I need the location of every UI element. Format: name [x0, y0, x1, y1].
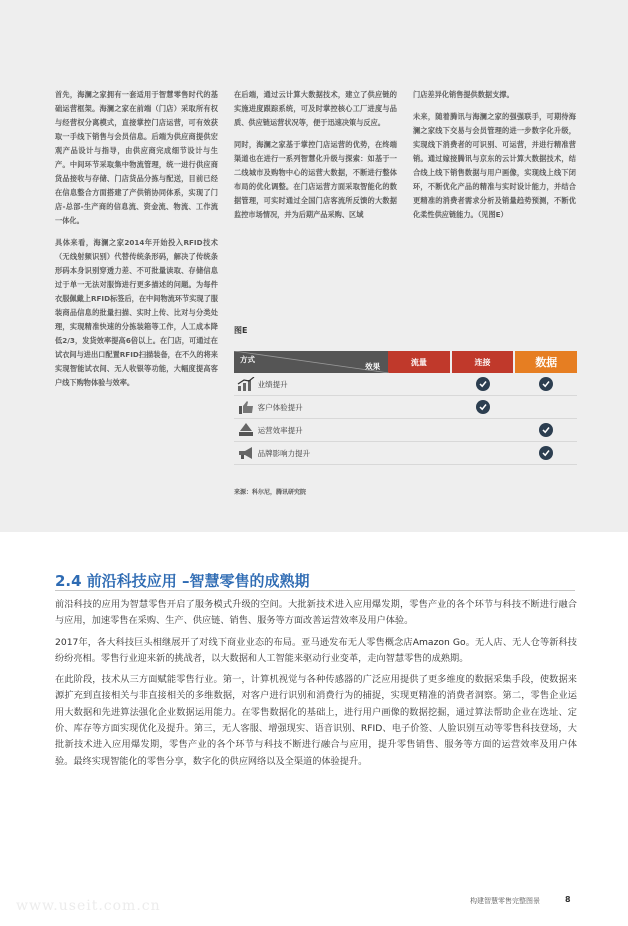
paragraph: 首先，海澜之家拥有一套适用于智慧零售时代的基础运营框架。海澜之家在前端（门店）采取所有权与经营权分离模式，直接掌控门店运营，可有效获取一手线下销售与会员信息。后端为供应商提供宏观产品设计与指导，由供应商完成细节设计与生产。中间环节采取集中物流管理，统一进行供应商货品接收与存储、门店货品分拣与配送，目前已经在信息整合方面搭建了产供销协同体系，实现了门店-总部-生产商的信息流、资金流、物流、工作流一体化。: [55, 90, 218, 225]
pyramid-icon: [236, 422, 256, 438]
paragraph: 具体来看，海澜之家2014年开始投入RFID技术（无线射频识别）代替传统条形码，解决了传统条形码本身识别穿透力差、不可批量读取、存储信息过于单一无法对服饰进行更多描述的问题。为每件衣服佩戴上RFID标签后，在中间物流环节实现了服装商品信息的批量扫描、实时上传、比对与分类处理，实现精准快速的分拣装箱等工作，人工成本降低2/3，发货效率提高6倍以上。在门店，可通过在试衣间与进出口配置RFID扫描装备，在不久的将来实现智能试衣间、无人收银等功能，大幅度提高客户线下购物体验与效率。: [55, 238, 218, 387]
figure-label: 图E: [234, 326, 248, 335]
check-icon: [476, 400, 490, 414]
page-number: 8: [565, 895, 571, 904]
row-label: 运营效率提升: [257, 425, 303, 435]
paragraph: 未来，随着腾讯与海澜之家的强强联手，可期待海澜之家线下交易与会员管理的进一步数字化升级，实现线下消费者的可识别、可运营，并进行精准营销。通过嫁接腾讯与京东的云计算大数据技术，结合线上线下销售数据与用户画像，实现线上线下闭环，不断优化产品的精准与实时设计能力，并结合更精准的消费者需求分析及销量趋势预测，不断优化柔性供应链能力。（见图E）: [413, 112, 576, 219]
thumbs-up-icon: [236, 399, 256, 415]
section-title: 2.4 前沿科技应用 –智慧零售的成熟期: [55, 572, 310, 590]
header-diagonal-cell: [234, 351, 388, 373]
paragraph: 在后端，通过云计算大数据技术，建立了供应链的实施进度跟踪系统，可及时掌控核心工厂进度与品质、供应链运营状况等，便于迅速决策与反应。: [234, 90, 397, 127]
row-label: 业绩提升: [257, 379, 288, 389]
column-header-traffic: 流量: [388, 351, 450, 373]
figure-cell: [514, 423, 577, 437]
text-column-1: [55, 88, 218, 398]
check-icon: [539, 446, 553, 460]
figure-row: [234, 396, 577, 419]
figure-cell: [451, 377, 514, 391]
section-body: [55, 597, 577, 775]
header-method-label: 方式: [240, 355, 255, 364]
figure-row: [234, 442, 577, 465]
column-header-connection: 连接: [452, 351, 514, 373]
section-divider: [55, 590, 575, 591]
figure-cell: [514, 446, 577, 460]
paragraph: 2017年，各大科技巨头相继展开了对线下商业业态的布局。亚马逊发布无人零售概念店Amazon Go。无人店、无人仓等新科技纷纷亮相。零售行业迎来新的挑战者，以大数据和人工智能来驱动行业变革，走向智慧零售的成熟期。: [55, 636, 577, 664]
figure-row: [234, 373, 577, 396]
paragraph: 同时，海澜之家基于掌控门店运营的优势，在终端渠道也在进行一系列智慧化升级与探索：如基于一二线城市及购物中心的运营大数据，不断进行整体布局的优化调整。在门店运营方面采取智能化的数据管理，可实时通过全国门店客流所反馈的大数据监控市场情况，并为后期产品采购、区域: [234, 140, 397, 219]
header-effect-label: 效果: [365, 362, 381, 371]
figure-header-row: [234, 351, 577, 373]
chart-growth-icon: [236, 376, 256, 392]
row-label: 客户体验提升: [257, 402, 303, 412]
check-icon: [539, 423, 553, 437]
check-icon: [539, 377, 553, 391]
figure-table: [234, 351, 577, 465]
check-icon: [476, 377, 490, 391]
figure-cell: [514, 377, 577, 391]
megaphone-icon: [236, 445, 256, 461]
paragraph: 门店差异化销售提供数据支撑。: [413, 90, 514, 99]
paragraph: 在此阶段，技术从三方面赋能零售行业。第一，计算机视觉与各种传感器的广泛应用提供了更多维度的数据采集手段，使数据来源扩充到直接相关与非直接相关的多维数据，对客户进行识别和消费行为的捕捉，实现更精准的消费者洞察。第二，零售企业运用大数据和先进算法强化企业数据运用能力。在零售数据化的基础上，进行用户画像的数据挖掘，通过算法帮助企业在选址、定价、库存等方面实现优化及提升。第三，无人客服、增强现实、语音识别、RFID、电子价签、人脸识别互动等零售科技登场，大批新技术进入应用爆发期，零售产业的各个环节与科技不断进行融合与应用，提升零售销售、服务等方面的运营效率及用户体验。最终实现智能化的零售分享，数字化的供应网络以及全渠道的体验提升。: [55, 674, 577, 767]
row-label: 品牌影响力提升: [257, 448, 311, 458]
figure-row: [234, 419, 577, 442]
paragraph: 前沿科技的应用为智慧零售开启了服务模式升级的空间。大批新技术进入应用爆发期，零售产业的各个环节与科技不断进行融合与应用，加速零售在采购、生产、供应链、销售、服务等方面改善运营效率及用户体验。: [55, 599, 577, 627]
footer-title: 构建智慧零售完整图景: [470, 897, 540, 905]
text-column-3: [413, 88, 576, 230]
watermark: www.useit.com.cn: [16, 898, 161, 914]
text-column-2: [234, 88, 397, 230]
figure-cell: [451, 400, 514, 414]
figure-source: 来源：科尔尼，腾讯研究院: [234, 489, 307, 496]
column-header-data: 数据: [515, 351, 577, 373]
